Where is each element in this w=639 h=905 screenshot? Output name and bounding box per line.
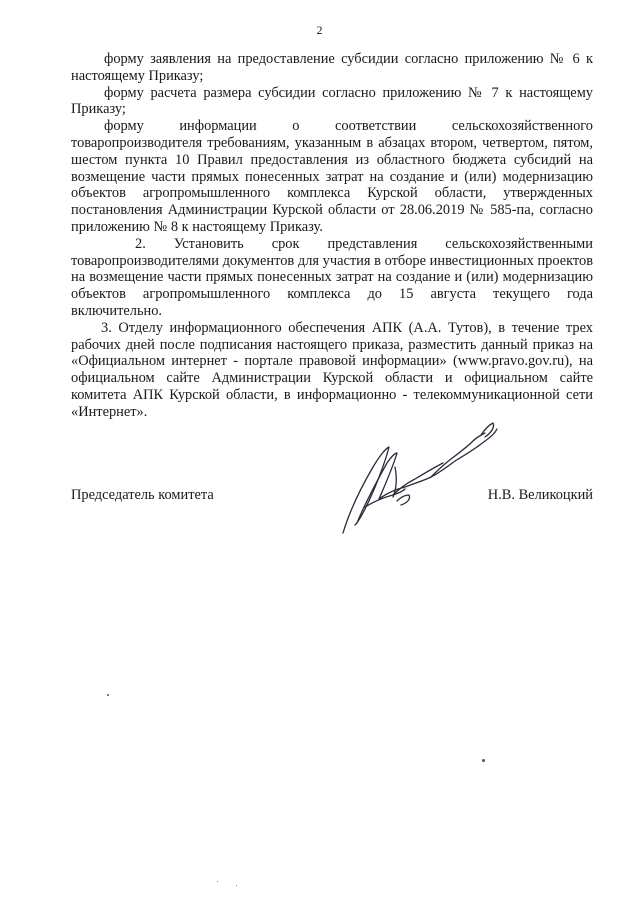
paragraph-calculation-form: форму расчета размера субсидии согласно приложению № 7 к настоящему Приказу; — [71, 84, 593, 118]
signer-title: Председатель комитета — [71, 487, 214, 503]
paragraph-item-2: 2. Установить срок представления сельскохозяйственными товаропроизводителями документов для участия в отборе инвестиционных проектов на возмещение части прямых понесенных затрат на создание и (или) модернизацию объектов агропромышленного комплекса до 15 августа текущего года включительно. — [71, 235, 593, 319]
document-body — [71, 51, 593, 421]
signer-name: Н.В. Великоцкий — [487, 487, 593, 503]
scan-speck — [107, 694, 109, 696]
scan-speck — [236, 885, 237, 886]
scan-speck — [482, 759, 485, 762]
scan-speck — [217, 881, 218, 882]
page-number: 2 — [316, 23, 323, 37]
paragraph-item-3: 3. Отделу информационного обеспечения АПК (А.А. Тутов), в течение трех рабочих дней после подписания настоящего приказа, разместить данный приказ на «Официальном интернет - портале правовой информации» (www.pravo.gov.ru), на официальном сайте Администрации Курской области и официальном сайте комитета АПК Курской области, в информационно - телекоммуникационной сети «Интернет». — [71, 319, 593, 420]
handwritten-signature — [335, 405, 505, 540]
paragraph-application-form: форму заявления на предоставление субсидии согласно приложению № 6 к настоящему Приказу; — [71, 51, 593, 84]
paragraph-compliance-form: форму информации о соответствии сельскохозяйственного товаропроизводителя требованиям, указанным в абзацах втором, четвертом, пятом, шестом пункта 10 Правил предоставления из областного бюджета субсидий на возмещение части прямых понесенных затрат на создание и (или) модернизацию объектов агропромышленного комплекса Курской области, утвержденных постановления Администрации Курской области от 28.06.2019 № 585-па, согласно приложению № 8 к настоящему Приказу. — [71, 118, 593, 235]
